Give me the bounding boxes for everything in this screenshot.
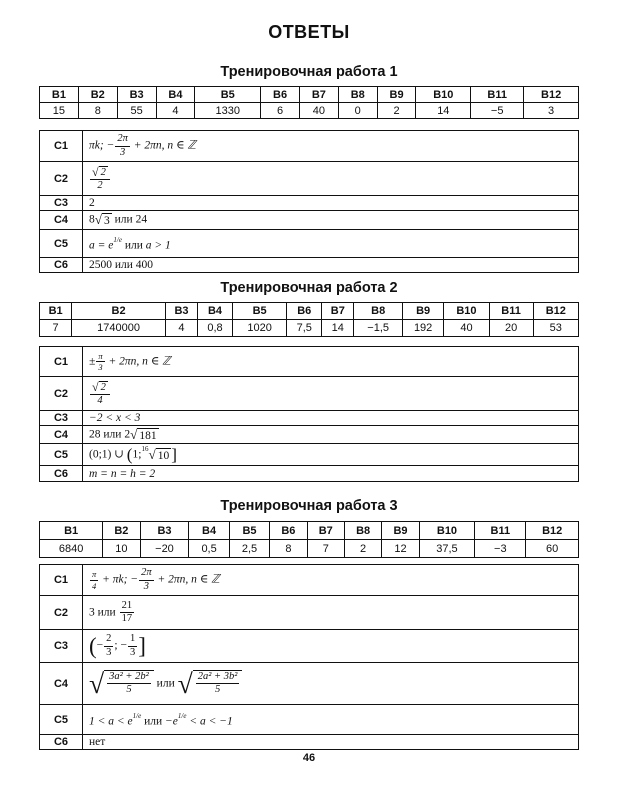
radicand: 10 [157, 450, 170, 463]
b-value-cell: 0,5 [189, 540, 229, 558]
root-index: 16 [141, 445, 149, 454]
exponent: 1/e [113, 235, 122, 244]
b-value-cell: 0,8 [198, 320, 233, 337]
c-row [40, 735, 579, 750]
answer-part: < a < −1 [189, 715, 233, 728]
b-header-cell: B11 [489, 303, 533, 320]
answer-part: или [144, 715, 163, 728]
answer-part: 8 [89, 213, 95, 226]
b-value-cell: 6840 [40, 540, 103, 558]
c-row [40, 705, 579, 735]
numerator: 3a² + 2b² [107, 672, 151, 685]
b-header-cell: B6 [270, 522, 307, 540]
right-paren: ] [138, 633, 146, 659]
c-answer [83, 663, 579, 705]
b-value-cell: −3 [475, 540, 526, 558]
radical-sign: √ [148, 447, 156, 463]
b-header-cell: B3 [165, 303, 197, 320]
b-header-cell: B1 [40, 87, 79, 103]
radicand: 2 [100, 381, 106, 393]
b-header-cell: B6 [287, 303, 322, 320]
c-row [40, 347, 579, 377]
b-header-cell: B3 [117, 87, 156, 103]
c-answer: 2500 или 400 [83, 258, 579, 273]
answer-part: n ∈ ℤ [167, 139, 196, 152]
section-1-b-table [39, 86, 579, 119]
fraction [90, 166, 110, 192]
answer-part: (0;1) ∪ [89, 448, 127, 461]
c-row [40, 162, 579, 196]
b-value-cell: 40 [444, 320, 489, 337]
denominator: 5 [214, 684, 221, 696]
c-label: C3 [40, 630, 83, 663]
answer-part: или [114, 213, 133, 226]
radical-sign: √ [89, 667, 105, 699]
b-value-cell: 37,5 [419, 540, 475, 558]
c-row [40, 444, 579, 466]
fraction [107, 672, 151, 696]
b-value-cell: 1330 [195, 103, 261, 119]
b-header-cell: B1 [40, 303, 72, 320]
c-label: C6 [40, 258, 83, 273]
c-answer [83, 705, 579, 735]
c-row [40, 377, 579, 411]
b-header-row [40, 522, 579, 540]
radicand: 181 [139, 429, 157, 442]
radical-sign: √ [177, 667, 193, 699]
answer-part: + 2πn, [157, 573, 189, 586]
c-row [40, 426, 579, 444]
answer-part: − [106, 139, 115, 152]
c-label: C6 [40, 735, 83, 750]
b-value-cell: 1740000 [72, 320, 166, 337]
answer-part: + 2πn, [108, 355, 140, 368]
c-row [40, 411, 579, 426]
b-header-cell: B2 [72, 303, 166, 320]
b-value-cell: 60 [526, 540, 579, 558]
numerator: 2π [115, 134, 130, 147]
b-value-cell: −5 [471, 103, 524, 119]
c-answer [83, 444, 579, 466]
c-row [40, 565, 579, 596]
fraction [96, 352, 104, 372]
denominator: 3 [143, 580, 149, 592]
exponent: 1/e [132, 711, 142, 720]
b-value-cell: 53 [533, 320, 578, 337]
radicand: 3 [104, 215, 110, 227]
c-label: C2 [40, 377, 83, 411]
c-answer [83, 211, 579, 230]
c-label: C4 [40, 426, 83, 444]
sqrt [92, 381, 108, 394]
section-2-c-table [39, 346, 579, 482]
c-label: C4 [40, 211, 83, 230]
b-header-cell: B7 [299, 87, 338, 103]
sqrt [92, 166, 108, 179]
b-header-cell: B9 [382, 522, 419, 540]
b-header-cell: B7 [322, 303, 354, 320]
c-answer [83, 565, 579, 596]
radical-sign: √ [130, 426, 138, 442]
denominator: 2 [97, 180, 103, 191]
c-answer [83, 230, 579, 258]
answer-part: − [120, 639, 127, 652]
fraction [139, 568, 154, 592]
b-header-cell: B4 [156, 87, 195, 103]
b-value-row [40, 103, 579, 119]
exponent: 1/e [177, 711, 187, 720]
denominator: 3 [98, 362, 103, 372]
b-value-cell: 7 [40, 320, 72, 337]
c-row [40, 596, 579, 630]
fraction [128, 634, 137, 658]
b-header-cell: B5 [232, 303, 286, 320]
answer-part: + πk; [102, 573, 128, 586]
answer-part: − [96, 639, 104, 652]
numerator [90, 381, 110, 396]
numerator: 2 [104, 634, 113, 647]
b-header-cell: B8 [344, 522, 381, 540]
section-3-title: Тренировочная работа 3 [220, 498, 398, 514]
b-header-cell: B5 [229, 522, 269, 540]
b-header-cell: B8 [338, 87, 377, 103]
c-label: C1 [40, 347, 83, 377]
c-answer: −2 < x < 3 [83, 411, 579, 426]
b-value-cell: −1,5 [354, 320, 403, 337]
fraction [115, 134, 130, 158]
c-label: C3 [40, 411, 83, 426]
section-2-b-table [39, 302, 579, 337]
b-header-row [40, 303, 579, 320]
denominator: 4 [92, 580, 97, 591]
c-row [40, 131, 579, 162]
b-header-cell: B4 [189, 522, 229, 540]
b-value-cell: 4 [165, 320, 197, 337]
c-answer [83, 131, 579, 162]
answer-part: 3 [89, 606, 95, 619]
section-3-b-table [39, 521, 579, 558]
numerator: π [98, 350, 103, 361]
page-number: 46 [302, 752, 316, 764]
c-label: C5 [40, 444, 83, 466]
b-value-cell: 2 [377, 103, 416, 119]
b-header-cell: B9 [377, 87, 416, 103]
fraction [90, 570, 98, 590]
b-value-row [40, 320, 579, 337]
radicand [104, 670, 154, 698]
b-value-cell: 4 [156, 103, 195, 119]
b-header-cell: B10 [416, 87, 471, 103]
c-answer [83, 377, 579, 411]
sqrt [177, 667, 243, 699]
radicand [193, 670, 243, 698]
fraction [90, 381, 110, 407]
left-paren: ( [89, 633, 97, 659]
b-value-cell: 14 [416, 103, 471, 119]
c-label: C1 [40, 565, 83, 596]
b-value-cell: 15 [40, 103, 79, 119]
answer-part: n ∈ ℤ [142, 355, 171, 368]
numerator: 1 [128, 634, 137, 647]
b-header-row [40, 87, 579, 103]
b-value-cell: 2 [344, 540, 381, 558]
c-label: C4 [40, 663, 83, 705]
right-paren: ] [171, 445, 177, 465]
c-row [40, 258, 579, 273]
answer-part: 24 [135, 213, 148, 226]
denominator: 3 [119, 146, 126, 158]
b-value-cell: 0 [338, 103, 377, 119]
answer-part: 2 [124, 428, 131, 441]
denominator: 3 [106, 646, 112, 658]
c-label: C5 [40, 705, 83, 735]
b-header-cell: B11 [475, 522, 526, 540]
b-header-cell: B4 [198, 303, 233, 320]
b-value-cell: 3 [524, 103, 579, 119]
page-title: ОТВЕТЫ [268, 22, 350, 42]
c-answer [83, 347, 579, 377]
b-header-cell: B1 [40, 522, 103, 540]
answer-part: + 2πn, [133, 139, 165, 152]
section-3-c-table [39, 564, 579, 750]
b-value-cell: 192 [402, 320, 443, 337]
b-header-cell: B6 [261, 87, 300, 103]
b-value-row [40, 540, 579, 558]
fraction [120, 601, 135, 625]
fraction [196, 672, 240, 696]
left-paren: ( [126, 445, 133, 465]
denominator: 4 [97, 395, 103, 406]
b-value-cell: 10 [103, 540, 140, 558]
b-value-cell: 2,5 [229, 540, 269, 558]
section-1-title: Тренировочная работа 1 [220, 64, 398, 80]
numerator: 21 [120, 601, 135, 614]
b-header-cell: B10 [419, 522, 475, 540]
answer-part: или [97, 606, 116, 619]
denominator: 17 [121, 613, 133, 624]
b-value-cell: 12 [382, 540, 419, 558]
c-row [40, 211, 579, 230]
b-value-cell: 8 [78, 103, 117, 119]
b-header-cell: B11 [471, 87, 524, 103]
answer-part: ; [114, 639, 118, 652]
c-label: C3 [40, 196, 83, 211]
sqrt [95, 213, 112, 227]
b-value-cell: 14 [322, 320, 354, 337]
c-answer: нет [83, 735, 579, 750]
fraction [104, 634, 113, 658]
numerator: π [92, 569, 97, 579]
b-header-cell: B10 [444, 303, 489, 320]
answer-part: πk; [89, 139, 104, 152]
c-answer: m = n = h = 2 [83, 466, 579, 482]
b-value-cell: 7 [307, 540, 344, 558]
sqrt [148, 448, 171, 462]
b-header-cell: B5 [195, 87, 261, 103]
radicand: 2 [100, 166, 106, 178]
c-row [40, 630, 579, 663]
c-row [40, 466, 579, 482]
answer-part: или [124, 239, 143, 252]
b-header-cell: B2 [103, 522, 140, 540]
answer-part: ± [89, 355, 96, 368]
numerator: 2a² + 3b² [196, 672, 240, 685]
c-label: C5 [40, 230, 83, 258]
denominator: 5 [126, 684, 132, 696]
answer-part: 1 < a < e [89, 715, 133, 728]
b-header-cell: B12 [526, 522, 579, 540]
c-row [40, 230, 579, 258]
sqrt [89, 667, 154, 699]
section-2-title: Тренировочная работа 2 [220, 280, 398, 296]
answer-part: или [103, 428, 122, 441]
b-value-cell: 40 [299, 103, 338, 119]
denominator: 3 [130, 646, 136, 658]
radical-sign: √ [92, 164, 99, 179]
b-value-cell: 7,5 [287, 320, 322, 337]
b-header-cell: B12 [533, 303, 578, 320]
b-value-cell: 6 [261, 103, 300, 119]
b-header-cell: B9 [402, 303, 443, 320]
c-answer [83, 630, 579, 663]
c-answer [83, 596, 579, 630]
answer-part: − [130, 573, 139, 586]
answer-part: 1; [132, 448, 142, 461]
answer-part: −e [165, 715, 178, 728]
c-label: C6 [40, 466, 83, 482]
b-value-cell: 1020 [232, 320, 286, 337]
numerator: 2π [139, 568, 154, 581]
c-row [40, 196, 579, 211]
radical-sign: √ [94, 212, 103, 227]
b-header-cell: B2 [78, 87, 117, 103]
answer-part: a = e [89, 239, 114, 252]
section-1-c-table [39, 130, 579, 273]
answer-part: 28 [89, 428, 101, 441]
b-value-cell: 8 [270, 540, 307, 558]
sqrt [130, 428, 159, 442]
answer-part: n ∈ ℤ [191, 573, 220, 586]
c-label: C1 [40, 131, 83, 162]
b-header-cell: B7 [307, 522, 344, 540]
b-value-cell: −20 [140, 540, 189, 558]
radical-sign: √ [92, 379, 99, 394]
c-label: C2 [40, 162, 83, 196]
b-header-cell: B8 [354, 303, 403, 320]
c-row [40, 663, 579, 705]
answer-part: или [156, 677, 175, 690]
b-value-cell: 20 [489, 320, 533, 337]
numerator [90, 166, 110, 181]
c-label: C2 [40, 596, 83, 630]
answer-part: a > 1 [145, 239, 171, 252]
b-value-cell: 55 [117, 103, 156, 119]
c-answer [83, 426, 579, 444]
b-header-cell: B3 [140, 522, 189, 540]
c-answer [83, 162, 579, 196]
c-answer: 2 [83, 196, 579, 211]
b-header-cell: B12 [524, 87, 579, 103]
